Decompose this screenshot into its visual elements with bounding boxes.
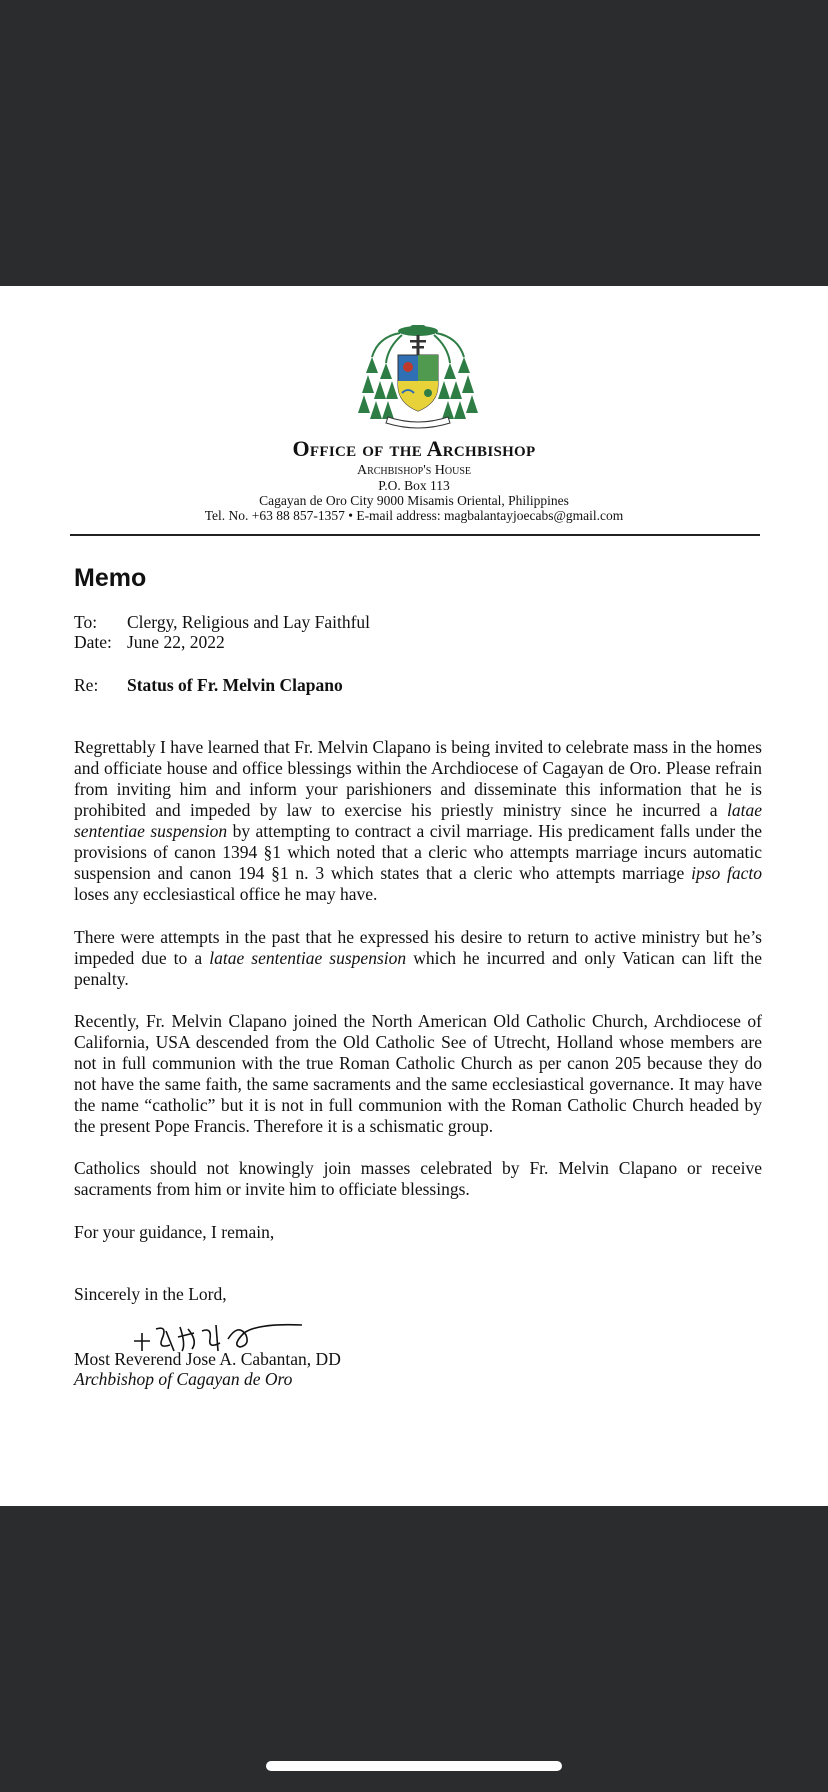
paragraph-4: Catholics should not knowingly join masses celebrated by Fr. Melvin Clapano or receive sacraments from him or invite him to officiate blessings. bbox=[74, 1158, 762, 1199]
paragraph-1-text-a: Regrettably I have learned that Fr. Melvin Clapano is being invited to celebrate mass in the homes and officiate house and office blessings within the Archdiocese of Cagayan de Oro. Please refrain from inviting him and inform your parishioners and disseminate this information that he is prohibited and impeded by law to exercise his priestly ministry since he incurred a bbox=[74, 737, 762, 820]
closing-salutation: Sincerely in the Lord, bbox=[74, 1284, 227, 1304]
paragraph-1 bbox=[74, 737, 762, 905]
bottom-dark-frame bbox=[0, 1506, 828, 1792]
paragraph-2-text-a: There were attempts in the past that he expressed his desire to return to active ministry but he’s impeded due to a bbox=[74, 927, 762, 968]
date-value: June 22, 2022 bbox=[127, 632, 225, 652]
home-indicator[interactable] bbox=[266, 1761, 562, 1771]
letterhead-house: Archbishop's House bbox=[356, 463, 472, 478]
date-field bbox=[74, 632, 225, 653]
re-label: Re: bbox=[74, 675, 99, 695]
paragraph-1-italic-b: ipso facto bbox=[691, 863, 763, 883]
paragraph-1-text-c: loses any ecclesiastical office he may have. bbox=[74, 884, 378, 904]
letterhead-contact: Tel. No. +63 88 857-1357 • E-mail address: magbalantayjoecabs@gmail.com bbox=[204, 508, 624, 523]
letterhead-address: Cagayan de Oro City 9000 Misamis Oriental, Philippines bbox=[259, 493, 569, 508]
paragraph-5: For your guidance, I remain, bbox=[74, 1222, 275, 1242]
signatory-name: Most Reverend Jose A. Cabantan, DD bbox=[74, 1349, 341, 1369]
paragraph-1-italic-a: latae sententiae suspension bbox=[74, 800, 762, 841]
to-label: To: bbox=[74, 612, 98, 632]
letterhead-po-box: P.O. Box 113 bbox=[378, 478, 450, 493]
letterhead-divider bbox=[70, 534, 760, 536]
to-value: Clergy, Religious and Lay Faithful bbox=[127, 612, 371, 632]
paragraph-1-text-b: by attempting to contract a civil marriage. His predicament falls under the provisions of canon 1394 §1 which noted that a cleric who attempts marriage incurs automatic suspension and canon 194 §1 n. 3 which states that a cleric who attempts marriage bbox=[74, 821, 762, 883]
top-dark-frame bbox=[0, 0, 828, 286]
paragraph-2 bbox=[74, 927, 762, 990]
re-field bbox=[74, 675, 343, 696]
date-label: Date: bbox=[74, 632, 112, 652]
to-field bbox=[74, 612, 370, 633]
office-title: Office of the Archbishop bbox=[292, 436, 536, 461]
signatory-title: Archbishop of Cagayan de Oro bbox=[74, 1369, 293, 1389]
memo-title: Memo bbox=[74, 564, 147, 592]
archdiocese-crest-icon bbox=[358, 323, 478, 431]
document-page bbox=[0, 286, 828, 1506]
paragraph-2-text-b: which he incurred and only Vatican can lift the penalty. bbox=[74, 948, 763, 989]
paragraph-3: Recently, Fr. Melvin Clapano joined the North American Old Catholic Church, Archdiocese of California, USA descended from the Old Catholic See of Utrecht, Holland whose members are not in full communion with the true Roman Catholic Church as per canon 205 because they do not have the same faith, the same sacraments and the same ecclesiastical governance. It may have the name “catholic” but it is not in full communion with the Roman Catholic Church headed by the present Pope Francis. Therefore it is a schismatic group. bbox=[74, 1011, 762, 1136]
paragraph-2-italic: latae sententiae suspension bbox=[209, 948, 407, 968]
re-value: Status of Fr. Melvin Clapano bbox=[127, 675, 343, 695]
